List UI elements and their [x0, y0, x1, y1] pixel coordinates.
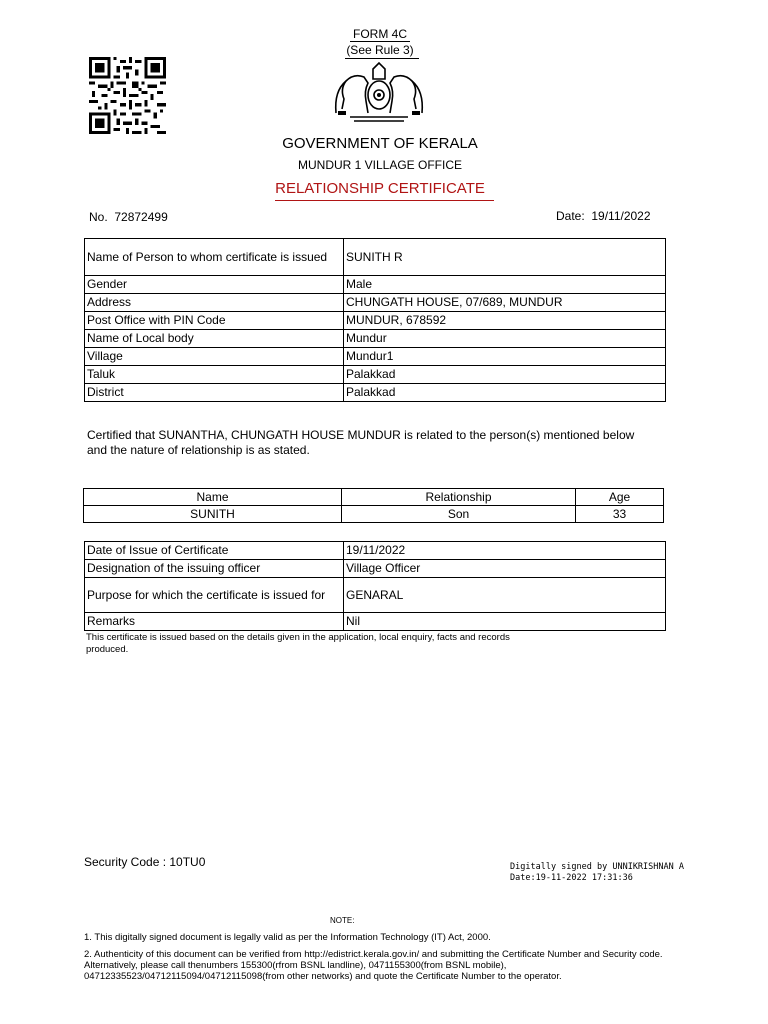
detail-value: Palakkad	[344, 384, 666, 402]
table-row	[85, 239, 666, 276]
detail-value: Mundur	[344, 330, 666, 348]
certificate-number-value: 72872499	[114, 210, 168, 224]
certificate-number-label: No.	[89, 210, 108, 224]
security-code: Security Code : 10TU0	[84, 855, 206, 869]
certificate-number	[89, 210, 168, 224]
relation-name: SUNITH	[84, 506, 342, 523]
detail-value: SUNITH R	[344, 239, 666, 276]
digital-signature	[510, 862, 684, 884]
digital-signature-date: Date:19-11-2022 17:31:36	[510, 873, 633, 883]
detail-label: Village	[85, 348, 344, 366]
issue-details-table	[84, 541, 666, 631]
footnote-verification: 2. Authenticity of this document can be verified from http://edistrict.kerala.gov.in/ and submitting the Certificate Number and Security code. Alternatively, please call thenumbers 155300(rfrom BSNL landline), 0471155300(from BSNL mobile), 04712335523/04712115094/04712115098(from other networks) and quote the Certificate Number to the operator.	[84, 949, 663, 982]
form-rule: (See Rule 3)	[346, 43, 414, 57]
table-row	[85, 348, 666, 366]
note-heading: NOTE:	[330, 916, 355, 925]
certification-statement: Certified that SUNANTHA, CHUNGATH HOUSE MUNDUR is related to the person(s) mentioned below and the nature of relationship is as stated.	[87, 428, 635, 457]
person-details-table	[84, 238, 666, 402]
detail-value: Palakkad	[344, 366, 666, 384]
issue-value: 19/11/2022	[344, 542, 666, 560]
column-header-age: Age	[576, 489, 664, 506]
table-row	[85, 312, 666, 330]
detail-label: Post Office with PIN Code	[85, 312, 344, 330]
detail-label: Gender	[85, 276, 344, 294]
digital-signature-signer: Digitally signed by UNNIKRISHNAN A	[510, 862, 684, 872]
column-header-name: Name	[84, 489, 342, 506]
table-row	[85, 366, 666, 384]
form-number: FORM 4C	[353, 27, 407, 41]
table-header-row	[84, 489, 664, 506]
detail-label: Name of Person to whom certificate is issued	[85, 239, 344, 276]
relation-type: Son	[342, 506, 576, 523]
table-row	[85, 294, 666, 312]
table-row	[85, 542, 666, 560]
table-row	[85, 384, 666, 402]
detail-value: Male	[344, 276, 666, 294]
table-row	[85, 560, 666, 578]
qr-code	[89, 57, 166, 134]
form-number-underline	[350, 41, 410, 42]
issued-basis-note: This certificate is issued based on the details given in the application, local enquiry, facts and records produced.	[86, 632, 510, 655]
issue-value: GENARAL	[344, 578, 666, 613]
table-row	[85, 276, 666, 294]
issue-value: Village Officer	[344, 560, 666, 578]
detail-label: Name of Local body	[85, 330, 344, 348]
certificate-title: RELATIONSHIP CERTIFICATE	[275, 180, 485, 197]
footnote-legal-validity: 1. This digitally signed document is legally valid as per the Information Technology (IT) Act, 2000.	[84, 932, 491, 943]
column-header-relationship: Relationship	[342, 489, 576, 506]
detail-label: Address	[85, 294, 344, 312]
certificate-date-label: Date:	[556, 209, 585, 223]
issue-value: Nil	[344, 613, 666, 631]
relationship-table	[83, 488, 664, 523]
office-name: MUNDUR 1 VILLAGE OFFICE	[297, 158, 463, 172]
certificate-date-value: 19/11/2022	[591, 209, 651, 223]
issue-label: Designation of the issuing officer	[85, 560, 344, 578]
government-name: GOVERNMENT OF KERALA	[282, 135, 478, 152]
table-row	[85, 613, 666, 631]
issue-label: Date of Issue of Certificate	[85, 542, 344, 560]
table-row	[84, 506, 664, 523]
table-row	[85, 578, 666, 613]
kerala-emblem	[330, 61, 428, 123]
table-row	[85, 330, 666, 348]
certificate-title-underline	[275, 200, 494, 201]
detail-value: MUNDUR, 678592	[344, 312, 666, 330]
relation-age: 33	[576, 506, 664, 523]
certificate-date	[556, 209, 651, 223]
detail-value: Mundur1	[344, 348, 666, 366]
form-rule-underline	[345, 58, 419, 59]
issue-label: Remarks	[85, 613, 344, 631]
detail-value: CHUNGATH HOUSE, 07/689, MUNDUR	[344, 294, 666, 312]
detail-label: District	[85, 384, 344, 402]
detail-label: Taluk	[85, 366, 344, 384]
issue-label: Purpose for which the certificate is issued for	[85, 578, 344, 613]
